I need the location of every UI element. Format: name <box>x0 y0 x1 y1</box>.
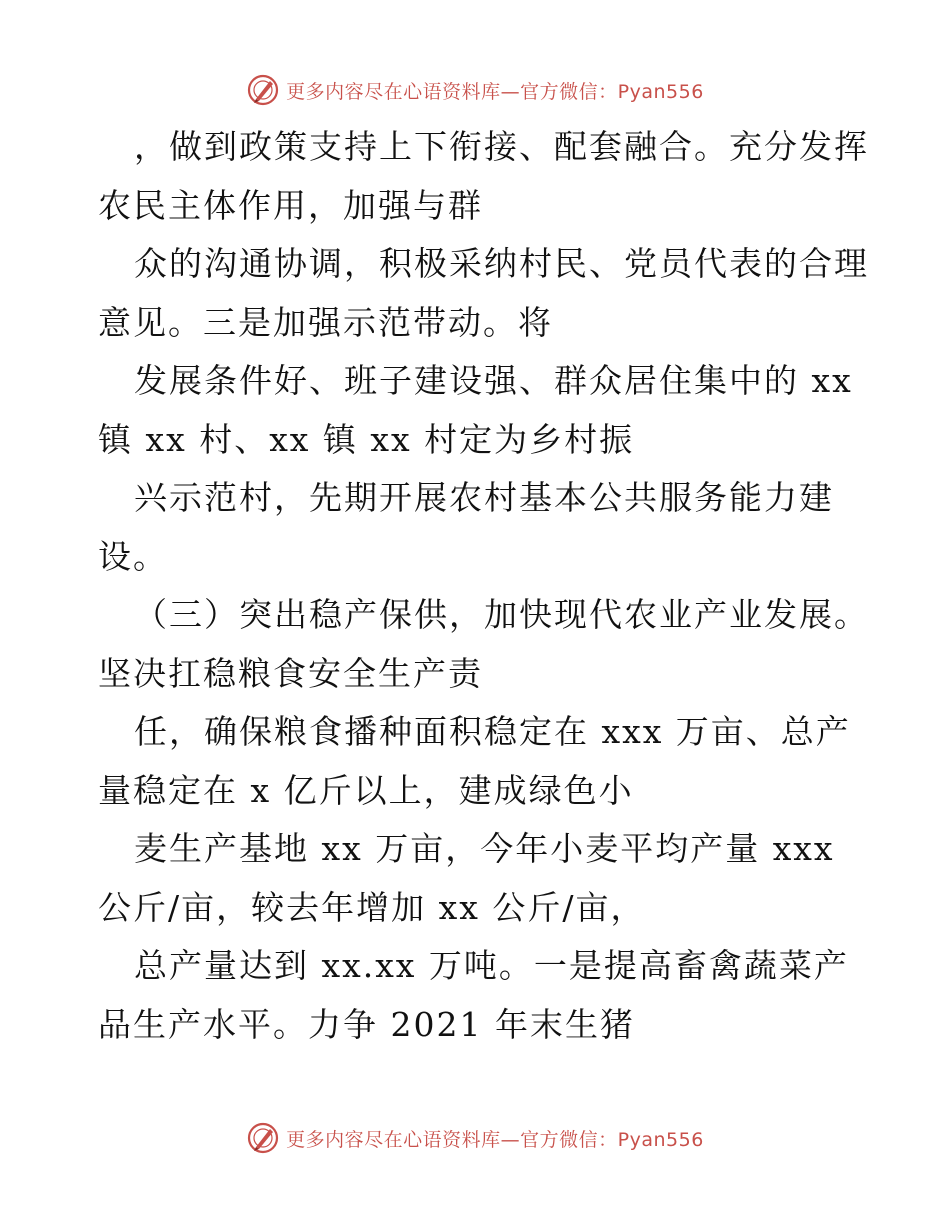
paragraph-line: 公斤/亩，较去年增加 xx 公斤/亩， <box>98 887 646 927</box>
quill-pen-circle-icon <box>246 73 280 107</box>
paragraph <box>98 703 858 820</box>
header-watermark <box>0 70 950 110</box>
paragraph-line: 发展条件好、班子建设强、群众居住集中的 xx <box>134 361 853 400</box>
paragraph-line: 设。 <box>98 536 168 576</box>
paragraph <box>98 235 869 352</box>
paragraph <box>98 118 869 235</box>
paragraph-line: 品生产水平。力争 2021 年末生猪 <box>98 1004 635 1044</box>
paragraph <box>98 820 858 937</box>
paragraph-line: 麦生产基地 xx 万亩，今年小麦平均产量 xxx <box>134 829 835 868</box>
paragraph <box>98 469 858 586</box>
paragraph-line: 总产量达到 xx.xx 万吨。一是提高畜禽蔬菜产 <box>134 946 849 985</box>
paragraph-line: （三）突出稳产保供，加快现代农业产业发展。 <box>134 595 869 634</box>
paragraph-line: ，做到政策支持上下衔接、配套融合。充分发挥 <box>134 127 869 166</box>
footer-watermark <box>0 1118 950 1158</box>
paragraph-line: 任，确保粮食播种面积稳定在 xxx 万亩、总产 <box>134 712 851 751</box>
paragraph-line: 镇 xx 村、xx 镇 xx 村定为乡村振 <box>98 419 635 459</box>
quill-pen-circle-icon <box>246 1121 280 1155</box>
paragraph <box>98 586 869 703</box>
paragraph <box>98 352 858 469</box>
paragraph-line: 农民主体作用，加强与群 <box>98 185 483 225</box>
watermark-text: 更多内容尽在心语资料库—官方微信：Pyan556 <box>286 80 704 103</box>
paragraph <box>98 937 858 1054</box>
paragraph-line: 兴示范村，先期开展农村基本公共服务能力建 <box>134 478 834 517</box>
paragraph-line: 众的沟通协调，积极采纳村民、党员代表的合理 <box>134 244 869 283</box>
document-body <box>98 118 869 1054</box>
paragraph-line: 量稳定在 x 亿斤以上，建成绿色小 <box>98 770 634 810</box>
paragraph-line: 坚决扛稳粮食安全生产责 <box>98 653 483 693</box>
paragraph-line: 意见。三是加强示范带动。将 <box>98 302 553 342</box>
watermark-text: 更多内容尽在心语资料库—官方微信：Pyan556 <box>286 1128 704 1151</box>
